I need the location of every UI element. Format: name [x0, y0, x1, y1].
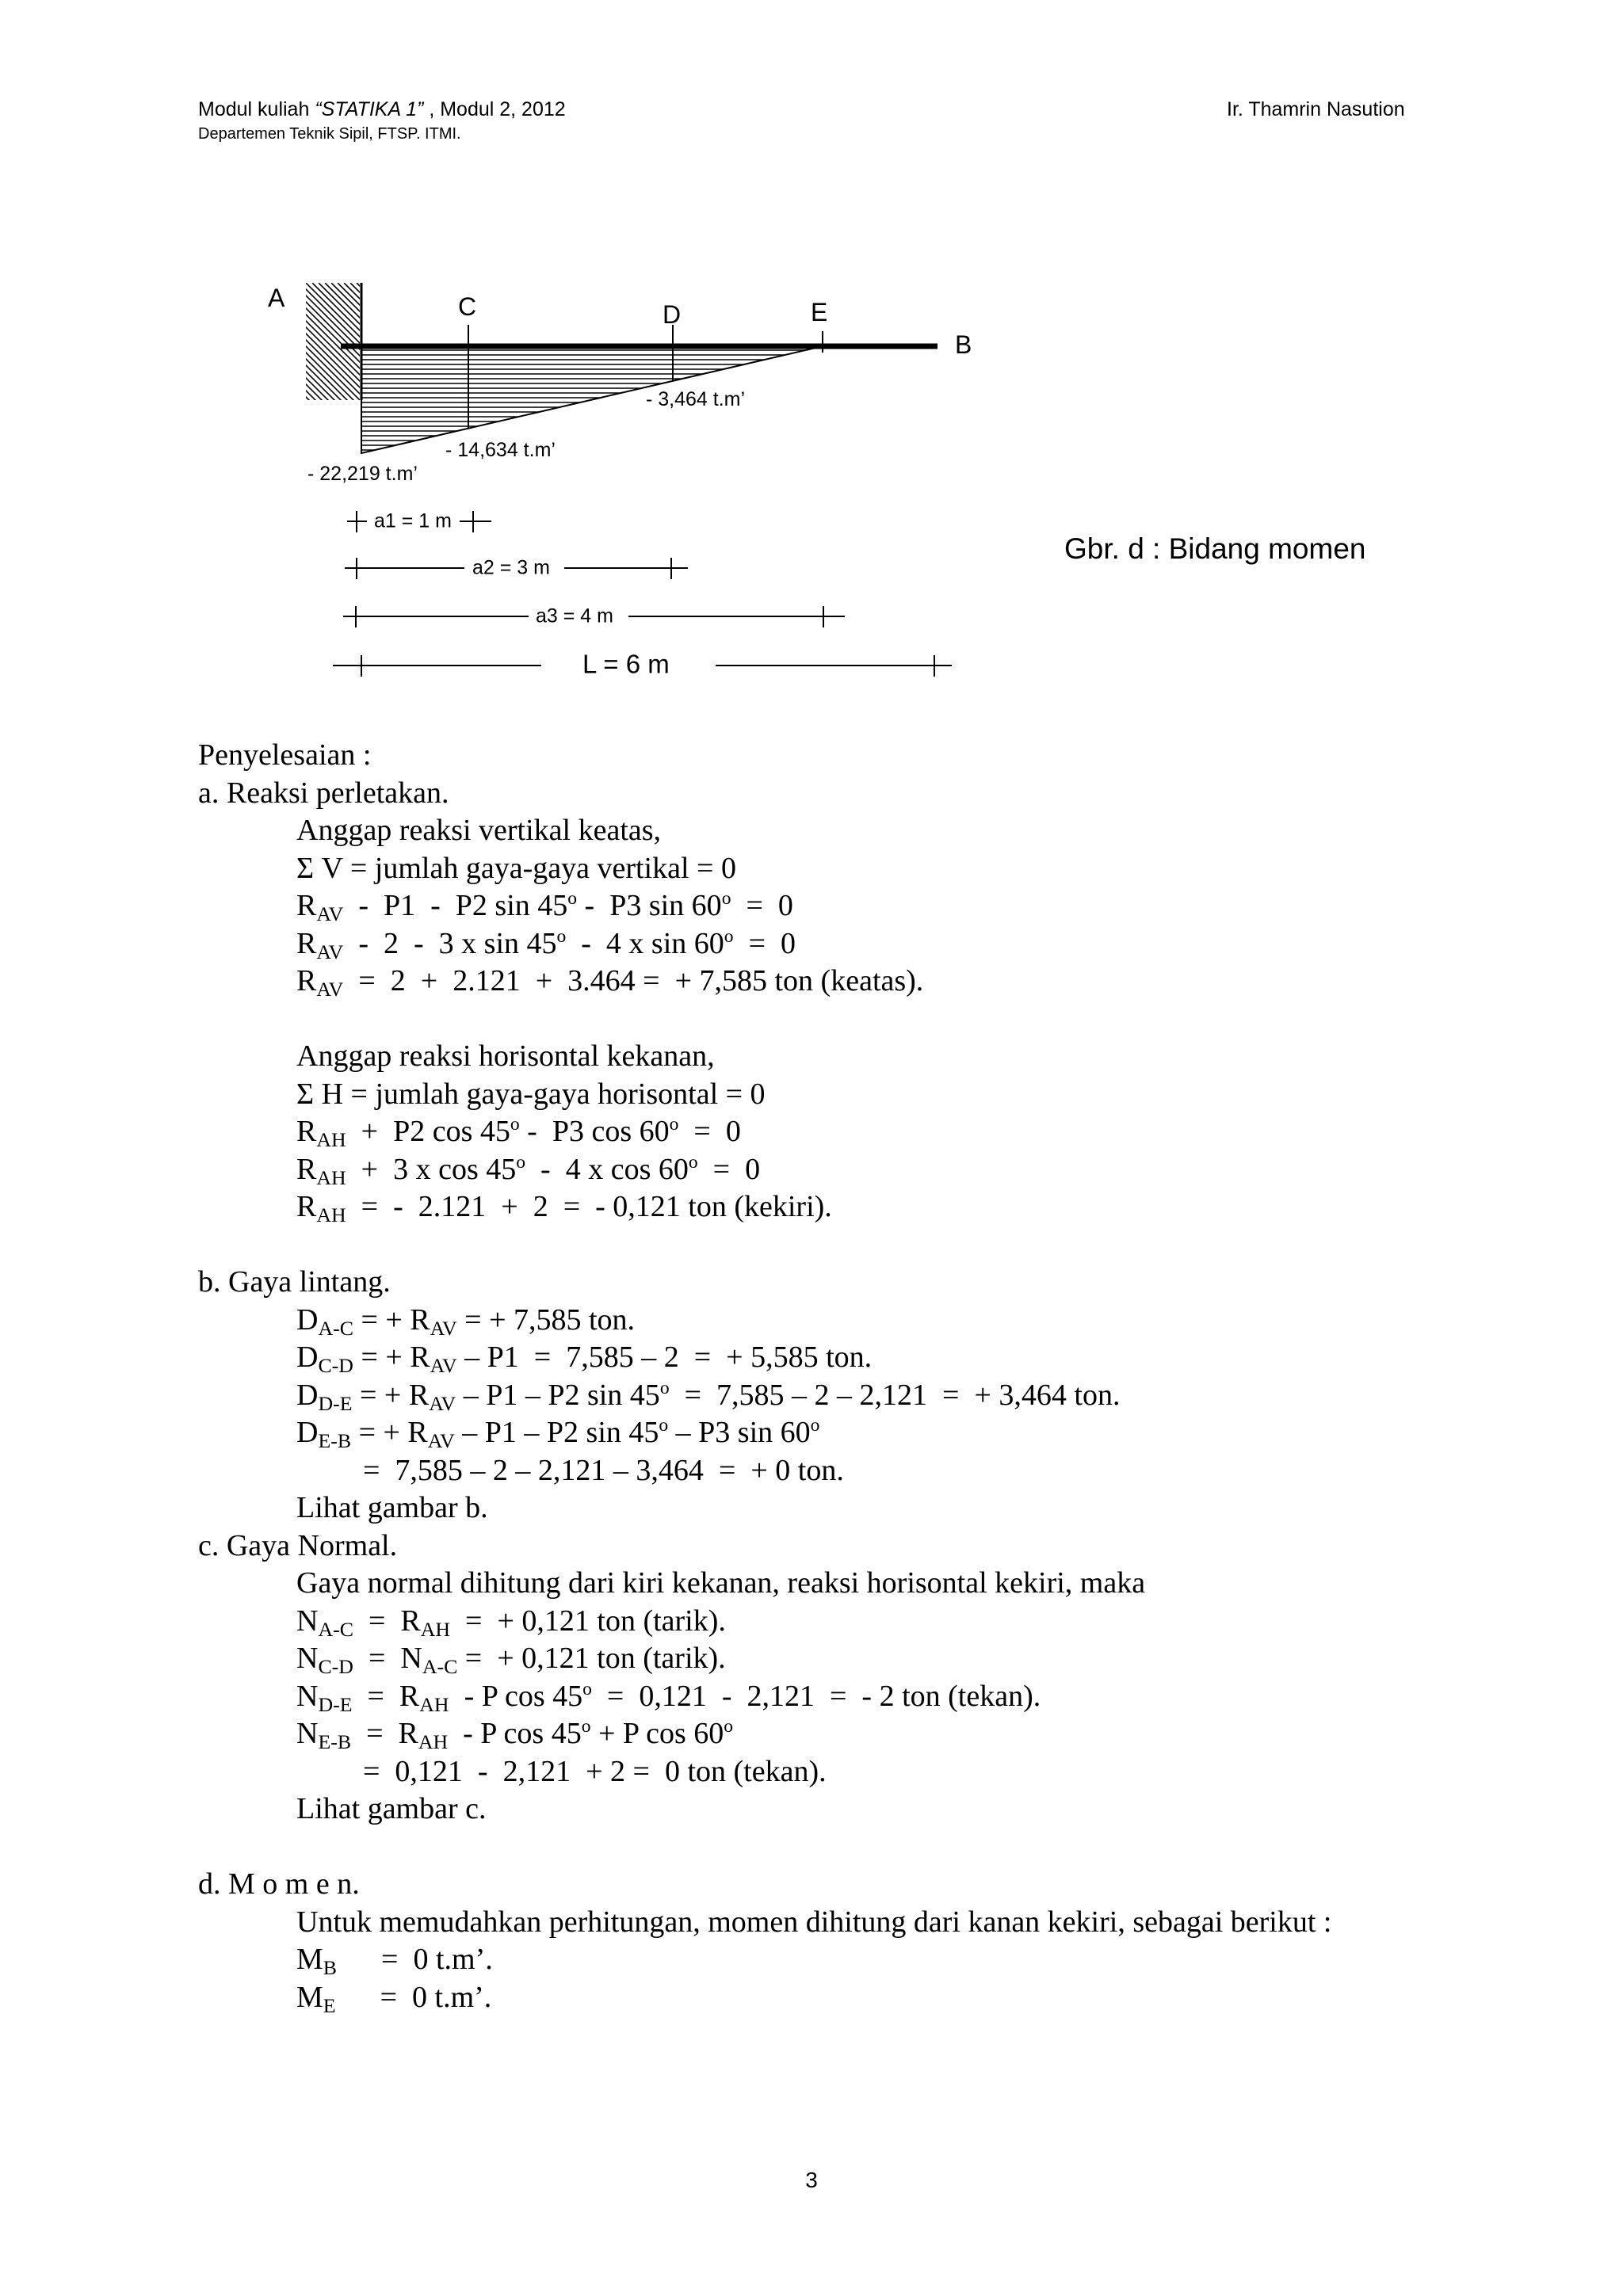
solution-body	[198, 737, 1498, 2016]
v-intro: Anggap reaksi vertikal keatas,	[296, 814, 662, 847]
header-course-suffix: , Modul 2, 2012	[423, 98, 566, 120]
d-eq-3: $D_{D-E}$ = + $R_{AV} - P1 - P2$ sin 45$^o$ = 7,585 – 2 – 2,121 = + 3,464 ton.	[296, 1377, 1121, 1415]
header-course	[198, 98, 566, 121]
m-eq-b: $M_B = 0$ t.m’.	[296, 1943, 493, 1980]
d-eq-4: $D_{E-B}$ = + $R_{AV} - P1 - P2$ sin 45$^o$ – P3 sin 60$^o$	[296, 1414, 820, 1453]
m-eq-e: $M_E = 0$ t.m’.	[296, 1980, 492, 2017]
label-d: D	[663, 300, 682, 329]
page-number: 3	[805, 2168, 818, 2192]
v-sum: Σ V = jumlah gaya-gaya vertikal = 0	[296, 851, 736, 885]
h-eq-1: $R_{AH} + P2$ cos 45$^o$ - P3 cos 60$^o$ = 0	[296, 1113, 741, 1152]
n-eq-4: $N_{E-B} = R_{AH} - P$ $\cos 45^o + P$ cos 60$^o$	[296, 1715, 734, 1754]
v-eq-1: $R_{AV} - P1 - P2$ sin 45$^o$ - P3 sin 60$^o$ = 0	[296, 887, 793, 926]
n-eq-1: $N_{A-C} = R_{AH}$ = + 0,121 ton (tarik).	[296, 1604, 726, 1641]
label-a: A	[268, 284, 285, 312]
m-intro: Untuk memudahkan perhitungan, momen dihitung dari kanan kekiri, sebagai berikut :	[296, 1905, 1332, 1939]
n-intro: Gaya normal dihitung dari kiri kekanan, reaksi horisontal kekiri, maka	[296, 1566, 1146, 1600]
moment-diagram	[0, 238, 1030, 697]
see-figure-b: Lihat gambar b.	[296, 1491, 488, 1524]
d-eq-1: $D_{A-C}$ = + $R_{AV}$ = + 7,585 ton.	[296, 1302, 636, 1340]
dim-label-l: L = 6 m	[582, 649, 670, 679]
section-c-heading: c. Gaya Normal.	[198, 1528, 398, 1562]
h-eq-2: $R_{AH} + 3$ x cos 45$^o$ - 4 x cos 60$^o$ = 0	[296, 1151, 761, 1189]
dim-label-a1: a1 = 1 m	[374, 509, 452, 532]
label-c: C	[458, 292, 477, 321]
header-author: Ir. Thamrin Nasution	[1227, 98, 1405, 120]
dim-label-a3: a3 = 4 m	[536, 605, 613, 627]
section-d-heading: d. M o m e n.	[198, 1867, 360, 1901]
d-eq-5: = 7,585 – 2 – 2,121 – 3,464 = + 0 ton.	[363, 1453, 844, 1487]
header-department: Departemen Teknik Sipil, FTSP. ITMI.	[198, 125, 461, 143]
solution-title: Penyelesaian :	[198, 738, 372, 772]
v-eq-3: $R_{AV} = 2 + 2.121 + 3.464$ = + 7,585 ton (keatas).	[296, 964, 924, 1001]
h-sum: Σ H = jumlah gaya-gaya horisontal = 0	[296, 1077, 766, 1111]
moment-area-outline	[361, 346, 823, 453]
n-eq-2: $N_{C-D} = N_{A-C}$ = + 0,121 ton (tarik).	[296, 1642, 726, 1679]
dim-label-a2: a2 = 3 m	[472, 556, 550, 579]
hatch-line	[179, 283, 306, 410]
moment-label-c: - 14,634 t.m’	[445, 439, 556, 461]
n-eq-3: $N_{D-E} = R_{AH} - P$ cos 45$^o$ = 0,121 - 2,121 = - 2 ton (tekan).	[296, 1678, 1041, 1716]
header-course-prefix: Modul kuliah	[198, 98, 315, 120]
see-figure-c: Lihat gambar c.	[296, 1792, 487, 1825]
v-eq-2: $R_{AV} - 2 - 3$ x sin 45$^o$ - 4 x sin 60$^o$ = 0	[296, 925, 796, 963]
moment-label-d: - 3,464 t.m’	[646, 388, 746, 410]
hatch-line	[185, 283, 312, 410]
h-eq-3: $R_{AH}$ = - 2.121 + 2 = - 0,121 ton (kekiri).	[296, 1190, 832, 1227]
hatch-line	[192, 283, 319, 410]
section-b-heading: b. Gaya lintang.	[198, 1265, 391, 1299]
label-b: B	[955, 330, 972, 359]
label-e: E	[811, 298, 828, 326]
d-eq-2: $D_{C-D}$ = + $R_{AV} - P1 = 7,585 - 2$ = + 5,585 ton.	[296, 1341, 873, 1378]
figure-caption: Gbr. d : Bidang momen	[1064, 532, 1366, 565]
h-intro: Anggap reaksi horisontal kekanan,	[296, 1039, 715, 1073]
header-course-title: “STATIKA 1”	[315, 98, 424, 120]
n-eq-5: = 0,121 - 2,121 + 2 = 0 ton (tekan).	[363, 1754, 827, 1788]
section-a-heading: a. Reaksi perletakan.	[198, 776, 449, 810]
moment-label-a: - 22,219 t.m’	[307, 463, 418, 485]
